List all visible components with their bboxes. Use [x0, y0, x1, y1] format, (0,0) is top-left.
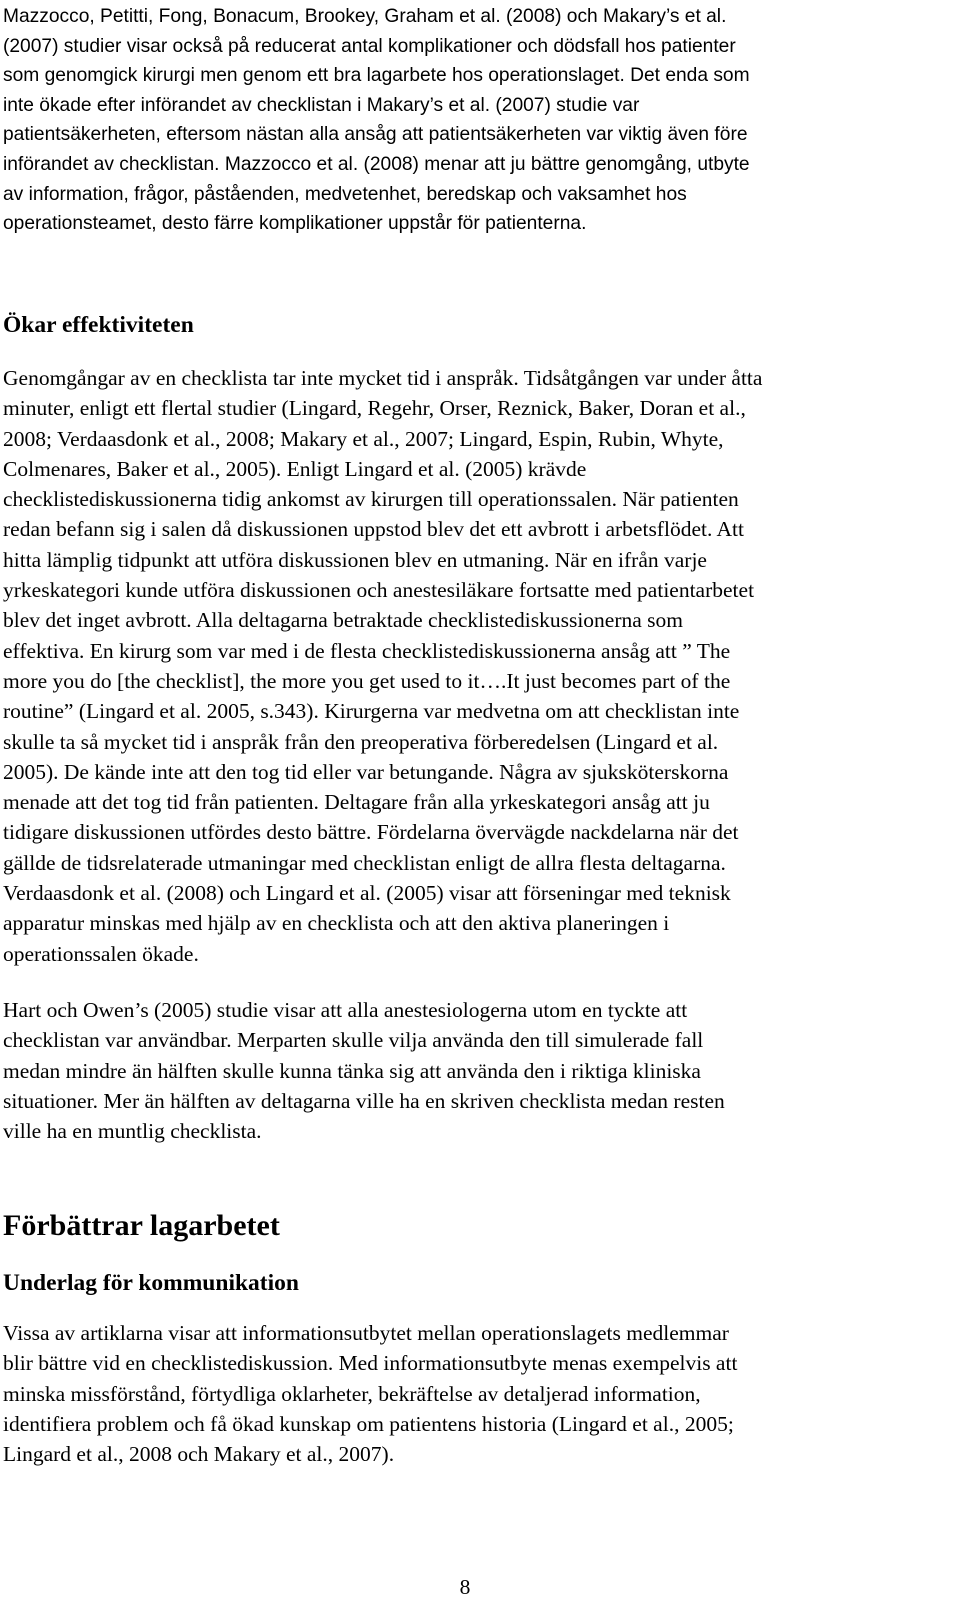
text-line: 2008; Verdaasdonk et al., 2008; Makary et al., 2007; Lingard, Espin, Rubin, Whyte,: [3, 426, 724, 451]
hart-paragraph: [3, 995, 953, 1146]
text-line: ville ha en muntlig checklista.: [3, 1119, 262, 1144]
text-line: patientsäkerheten, eftersom nästan alla ansåg att patientsäkerheten var viktig även före: [3, 124, 748, 146]
text-line: minuter, enligt ett flertal studier (Lingard, Regehr, Orser, Reznick, Baker, Doran et al.,: [3, 396, 746, 421]
text-line: tidigare diskussionen utfördes desto bättre. Fördelarna övervägde nackdelarna när det: [3, 820, 739, 845]
text-line: Genomgångar av en checklista tar inte mycket tid i anspråk. Tidsåtgången var under åtta: [3, 366, 763, 390]
text-line: identifiera problem och få ökad kunskap om patientens historia (Lingard et al., 2005;: [3, 1411, 734, 1436]
text-line: operationsteamet, desto färre komplikationer uppstår för patienterna.: [3, 213, 587, 235]
text-line: yrkeskategori kunde utföra diskussionen och anestesiläkare fortsatte med patientarbetet: [3, 578, 755, 603]
text-line: av information, frågor, påståenden, medvetenhet, beredskap och vaksamhet hos: [3, 183, 687, 205]
text-line: checklistan var användbar. Merparten skulle vilja använda den till simulerade fall: [3, 1028, 704, 1053]
subsection-heading-kommunikation: Underlag för kommunikation: [3, 1270, 299, 1296]
kommunikation-paragraph: [3, 1318, 953, 1469]
intro-paragraph: [3, 2, 953, 239]
text-line: (2007) studier visar också på reducerat antal komplikationer och dödsfall hos patienter: [3, 35, 736, 57]
text-line: Vissa av artiklarna visar att informationsutbytet mellan operationslagets medlemmar: [3, 1321, 729, 1345]
page-number: 8: [459, 1575, 471, 1599]
text-line: situationer. Mer än hälften av deltagarna ville ha en skriven checklista medan resten: [3, 1088, 725, 1113]
text-line: operationssalen ökade.: [3, 941, 199, 966]
text-line: Lingard et al., 2008 och Makary et al., 2007).: [3, 1442, 395, 1467]
text-line: 2005). De kände inte att den tog tid eller var betungande. Några av sjuksköterskorna: [3, 759, 729, 784]
text-line: more you do [the checklist], the more you get used to it….It just becomes part of the: [3, 668, 731, 693]
text-line: redan befann sig i salen då diskussionen uppstod blev det ett avbrott i arbetsflödet. Att: [3, 517, 744, 542]
text-line: menade att det tog tid från patienten. Deltagare från alla yrkeskategori ansåg att ju: [3, 790, 710, 815]
text-line: checklistediskussionerna tidig ankomst av kirurgen till operationssalen. När patienten: [3, 487, 739, 512]
text-line: som genomgick kirurgi men genom ett bra lagarbete hos operationslaget. Det enda som: [3, 65, 750, 87]
text-line: blev det inget avbrott. Alla deltagarna betraktade checklistediskussionerna som: [3, 608, 684, 633]
text-line: gällde de tidsrelaterade utmaningar med checklistan enligt de allra flesta deltagarna.: [3, 850, 726, 875]
effektivitet-paragraph: [3, 363, 953, 969]
text-line: apparatur minskas med hjälp av en checklista och att den aktiva planeringen i: [3, 911, 670, 936]
text-line: Verdaasdonk et al. (2008) och Lingard et al. (2005) visar att förseningar med teknisk: [3, 881, 731, 906]
text-line: införandet av checklistan. Mazzocco et al. (2008) menar att ju bättre genomgång, utbyte: [3, 153, 750, 175]
text-line: hitta lämplig tidpunkt att utföra diskussionen blev en utmaning. När en ifrån varje: [3, 547, 707, 572]
text-line: medan mindre än hälften skulle kunna tänka sig att använda den i riktiga kliniska: [3, 1058, 701, 1083]
text-line: effektiva. En kirurg som var med i de flesta checklistediskussionerna ansåg att ” The: [3, 638, 731, 663]
text-line: routine” (Lingard et al. 2005, s.343). Kirurgerna var medvetna om att checklistan inte: [3, 699, 740, 724]
text-line: inte ökade efter införandet av checklistan i Makary’s et al. (2007) studie var: [3, 94, 640, 116]
text-line: Hart och Owen’s (2005) studie visar att alla anestesiologerna utom en tyckte att: [3, 998, 688, 1022]
section-heading-effektivitet: Ökar effektiviteten: [3, 312, 194, 338]
text-line: minska missförstånd, förtydliga oklarheter, bekräftelse av detaljerad information,: [3, 1381, 701, 1406]
section-heading-lagarbete: Förbättrar lagarbetet: [3, 1209, 280, 1242]
text-line: Mazzocco, Petitti, Fong, Bonacum, Brookey, Graham et al. (2008) och Makary’s et al.: [3, 6, 727, 27]
text-line: Colmenares, Baker et al., 2005). Enligt Lingard et al. (2005) krävde: [3, 456, 587, 481]
text-line: blir bättre vid en checklistediskussion. Med informationsutbyte menas exempelvis att: [3, 1351, 738, 1376]
text-line: skulle ta så mycket tid i anspråk från den preoperativa förberedelsen (Lingard et al.: [3, 729, 719, 754]
